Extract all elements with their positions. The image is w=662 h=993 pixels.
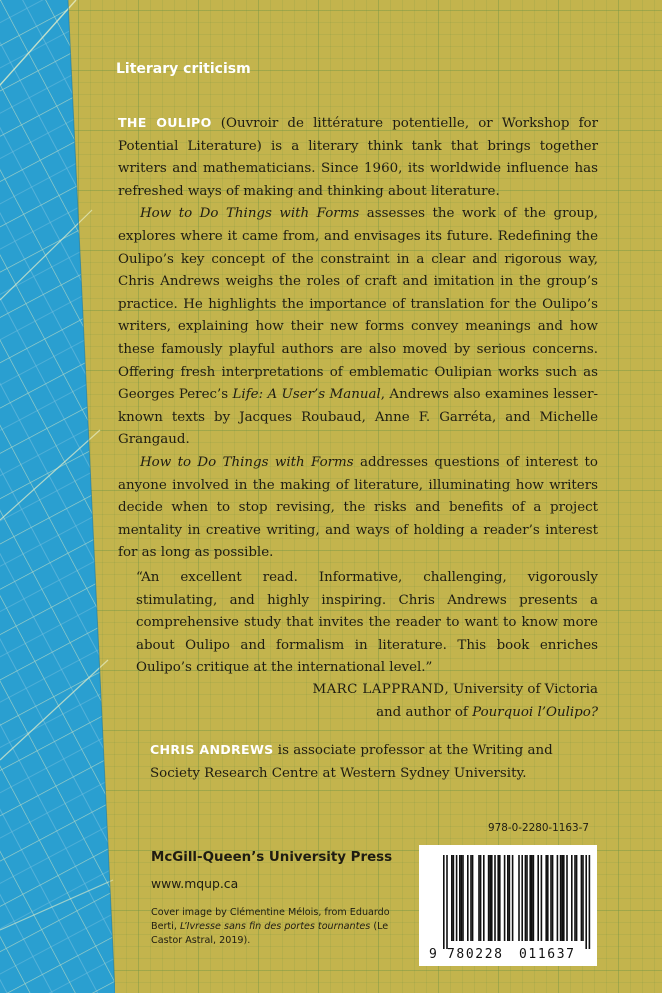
barcode-bar [499,855,501,941]
barcode-bar [589,855,591,949]
category-label: Literary criticism [116,61,251,77]
description-paragraph-3 [118,452,598,565]
barcode-bar [563,855,565,941]
barcode-bar [467,855,469,941]
cover-credit [151,906,396,948]
barcode-bars [443,855,590,949]
barcode-bar [547,855,549,941]
barcode-bar [470,855,472,941]
attribution-prefix: and author of [376,705,473,720]
credit-prefix: Cover image by Clémentine Mélois, from Eduardo Berti, [151,907,390,932]
quote-attribution [312,678,598,724]
barcode-bar [478,855,480,941]
barcode-bar [560,855,562,941]
publisher-website[interactable]: www.mqup.ca [151,876,239,891]
barcode-bar [557,855,559,941]
description-lead: THE OULIPO [118,115,212,130]
bio-text [150,738,598,785]
barcode-first-digit: 9 [429,947,437,962]
isbn-number: 978-0-2280-1163-7 [488,822,589,834]
barcode-bar [571,855,573,941]
barcode-bar [504,855,506,941]
barcode-bar [561,855,563,941]
book-description [118,112,598,565]
description-paragraph-1 [118,112,598,203]
description-p1-text: (Ouvroir de littérature potentielle, or Workshop for Potential Literature) is a literary think tank that brings together writers and mathematicians. Since 1960, its worldwide influence has refreshed ways of making and thinking about literature. [118,116,598,199]
barcode-bar [545,855,547,941]
quote-affiliation: , University of Victoria [444,682,598,697]
barcode-bar [462,855,464,941]
endorsement-quote [136,567,598,680]
quote-author: MARC LAPPRAND [312,682,445,697]
barcode-bar [576,855,578,941]
barcode-bar [459,855,461,941]
barcode-bar [585,855,587,949]
barcode-bar [550,855,552,941]
barcode [419,845,597,966]
barcode-bar [529,855,531,941]
barcode-bar [497,855,499,941]
cutting-mat-graphic [0,0,115,993]
barcode-bar [443,855,445,949]
barcode-bar [472,855,474,941]
barcode-bar [451,855,453,941]
attribution-book: Pourquoi l’Oulipo? [472,705,598,720]
quote-text: “An excellent read. Informative, challenging, vigorously stimulating, and highly inspiring. Chris Andrews presents a comprehensive study that invites the reader to want to know more about Oulipo and formalism in literature. This book enriches Oulipo’s critique at the international level.” [136,570,598,676]
cutting-mat-strip [0,0,115,993]
attribution-line-2 [312,701,598,724]
barcode-bar [494,855,496,941]
barcode-right-digits: 011637 [519,947,576,962]
barcode-bar [518,855,520,941]
barcode-left-digits: 780228 [447,947,504,962]
barcode-bar [582,855,584,941]
bio-author-name: CHRIS ANDREWS [150,742,274,757]
barcode-bar [483,855,485,941]
barcode-bar [453,855,455,941]
barcode-bar [480,855,482,941]
barcode-bar [566,855,568,941]
barcode-bar [537,855,539,941]
barcode-bar [552,855,554,941]
work-title-ref: Life: A User’s Manual [232,387,381,403]
barcode-bar [509,855,511,941]
author-bio [150,738,598,785]
bio-description: is associate professor at the Writing and Society Research Centre at Western Sydney University. [150,743,553,781]
barcode-bar [526,855,528,941]
attribution-line-1 [312,678,598,701]
barcode-bar [541,855,543,941]
barcode-bar [456,855,458,941]
description-p3-text: addresses questions of interest to anyone involved in the making of literature, illuminating how writers decide when to stop revising, the risks and benefits of a project mentality in creative writing, and ways of holding a reader’s interest for as long as possible. [118,454,598,561]
book-title-ref: How to Do Things with Forms [140,206,360,222]
description-p2-text-b: , Andrews also examines lesser-known texts by Jacques Roubaud, Anne F. Garréta, and Michelle Grangaud. [118,387,598,448]
barcode-bar [574,855,576,941]
barcode-bar [512,855,514,941]
barcode-bar [525,855,527,941]
barcode-bar [491,855,493,941]
publisher-name: McGill-Queen’s University Press [151,850,393,865]
credit-suffix: (Le Castor Astral, 2019). [151,921,389,946]
barcode-bar [489,855,491,941]
barcode-bar [461,855,463,941]
barcode-bar [446,855,448,949]
description-paragraph-2 [118,203,598,452]
credit-text [151,906,396,948]
barcode-graphic [419,845,597,966]
barcode-bar [581,855,583,941]
description-p2-text-a: assesses the work of the group, explores where it came from, and envisages its future. Redefining the Oulipo’s key concept of the constraint in a clear and rigorous way, Chris Andrews weighs the roles of craft and imitation in the group’s practice. He highlights the importance of translation for the Oulipo’s writers, explaining how their new forms convey meanings and how these famously playful authors are also moved by serious concerns. Offering fresh interpretations of emblematic Oulipian works such as Georges Perec’s [118,206,598,403]
barcode-bar [533,855,535,941]
credit-title: L’Ivresse sans fin des portes tournantes [179,921,371,932]
book-title-ref-2: How to Do Things with Forms [140,454,354,470]
barcode-bar [531,855,533,941]
barcode-bar [507,855,509,941]
barcode-bar [521,855,523,941]
barcode-bar [488,855,490,941]
